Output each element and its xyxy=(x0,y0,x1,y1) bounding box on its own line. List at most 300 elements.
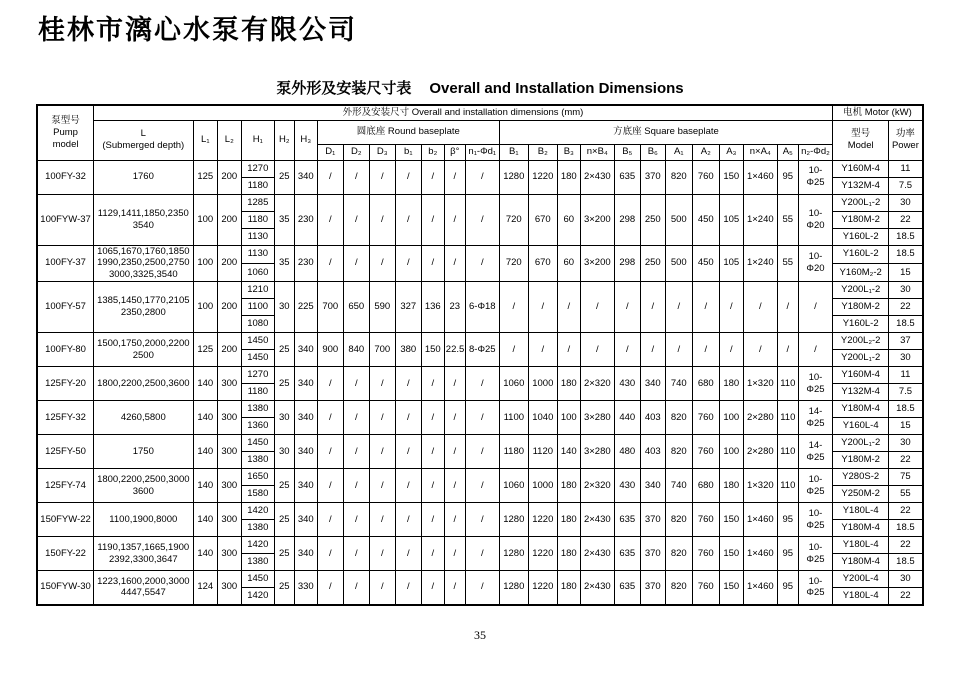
square-col-11-cell: 10-Φ25 xyxy=(798,537,832,571)
h3-cell: 340 xyxy=(294,333,317,367)
round-col-1-cell: / xyxy=(343,367,369,401)
square-col-9-cell: 1×240 xyxy=(743,194,777,245)
motor-power-cell: 22 xyxy=(889,211,923,228)
header-motor-power: 功率 Power xyxy=(889,120,923,160)
square-col-8-cell: 150 xyxy=(719,537,743,571)
submerged-depth-cell: 1190,1357,1665,1900 2392,3300,3647 xyxy=(93,537,193,571)
round-col-5-cell: / xyxy=(444,194,465,245)
l1-cell: 140 xyxy=(193,401,217,435)
square-col-3-cell: / xyxy=(580,282,614,333)
square-col-10-cell: / xyxy=(777,282,798,333)
submerged-depth-cell: 1385,1450,1770,2105 2350,2800 xyxy=(93,282,193,333)
pump-model-cell: 125FY-32 xyxy=(37,401,93,435)
square-col-9-cell: 1×460 xyxy=(743,571,777,605)
square-col-1-cell: / xyxy=(528,333,557,367)
dimensions-table xyxy=(36,104,923,606)
round-col-1-cell: / xyxy=(343,469,369,503)
table-title-en: Overall and Installation Dimensions xyxy=(429,80,684,97)
l1-cell: 100 xyxy=(193,245,217,282)
round-col-5-cell: / xyxy=(444,435,465,469)
square-col-5-cell: 370 xyxy=(640,571,665,605)
motor-model-cell: Y160L-2 xyxy=(833,228,889,245)
square-col-5-cell: 370 xyxy=(640,503,665,537)
square-col-5-cell: 340 xyxy=(640,367,665,401)
square-col-10-cell: 110 xyxy=(777,435,798,469)
h3-cell: 340 xyxy=(294,160,317,194)
square-col-6-cell: 820 xyxy=(665,160,692,194)
square-col-9-cell: / xyxy=(743,282,777,333)
motor-model-cell: Y160L-2 xyxy=(833,316,889,333)
round-col-6-cell: / xyxy=(465,245,499,282)
square-col-6-cell: 820 xyxy=(665,537,692,571)
table-row xyxy=(37,537,922,554)
h1-cell: 1210 xyxy=(241,282,274,299)
pump-model-cell: 100FY-57 xyxy=(37,282,93,333)
header-square-b6: B₆ xyxy=(640,144,665,160)
table-row xyxy=(37,160,922,177)
square-col-9-cell: 1×460 xyxy=(743,160,777,194)
header-square-a5: A₅ xyxy=(777,144,798,160)
round-col-0-cell: 900 xyxy=(317,333,343,367)
square-col-0-cell: 1280 xyxy=(499,571,528,605)
round-col-5-cell: / xyxy=(444,401,465,435)
round-col-3-cell: 327 xyxy=(395,282,421,333)
round-col-3-cell: / xyxy=(395,469,421,503)
square-col-11-cell: / xyxy=(798,333,832,367)
square-col-3-cell: 3×280 xyxy=(580,401,614,435)
round-col-3-cell: / xyxy=(395,571,421,605)
motor-power-cell: 30 xyxy=(889,571,923,588)
round-col-3-cell: / xyxy=(395,194,421,245)
square-col-8-cell: 150 xyxy=(719,571,743,605)
l2-cell: 200 xyxy=(217,160,241,194)
round-col-1-cell: / xyxy=(343,537,369,571)
header-square-a1: A₁ xyxy=(665,144,692,160)
round-col-1-cell: 650 xyxy=(343,282,369,333)
round-col-5-cell: / xyxy=(444,503,465,537)
round-col-4-cell: 136 xyxy=(421,282,444,333)
submerged-depth-cell: 1500,1750,2000,2200 2500 xyxy=(93,333,193,367)
motor-model-cell: Y132M-4 xyxy=(833,384,889,401)
motor-power-cell: 11 xyxy=(889,367,923,384)
square-col-0-cell: 1100 xyxy=(499,401,528,435)
motor-power-cell: 18.5 xyxy=(889,520,923,537)
header-pump-model: 泵型号 Pump model xyxy=(37,105,93,160)
l2-cell: 300 xyxy=(217,367,241,401)
square-col-0-cell: 720 xyxy=(499,245,528,282)
h1-cell: 1270 xyxy=(241,160,274,177)
table-row xyxy=(37,282,922,299)
square-col-1-cell: 1040 xyxy=(528,401,557,435)
motor-power-cell: 37 xyxy=(889,333,923,350)
round-col-4-cell: / xyxy=(421,435,444,469)
h2-cell: 30 xyxy=(274,401,294,435)
motor-power-cell: 30 xyxy=(889,194,923,211)
header-square-b5: B₅ xyxy=(614,144,640,160)
h3-cell: 340 xyxy=(294,503,317,537)
square-col-6-cell: 820 xyxy=(665,503,692,537)
header-h2: H₂ xyxy=(274,120,294,160)
motor-model-cell: Y200L₁-2 xyxy=(833,194,889,211)
l2-cell: 300 xyxy=(217,469,241,503)
header-square-b2: B₂ xyxy=(528,144,557,160)
square-col-4-cell: 480 xyxy=(614,435,640,469)
pump-model-cell: 150FYW-30 xyxy=(37,571,93,605)
motor-power-cell: 15 xyxy=(889,263,923,281)
motor-power-cell: 18.5 xyxy=(889,401,923,418)
h3-cell: 230 xyxy=(294,194,317,245)
table-row xyxy=(37,469,922,486)
h1-cell: 1080 xyxy=(241,316,274,333)
header-round-b1: b₁ xyxy=(395,144,421,160)
square-col-0-cell: / xyxy=(499,333,528,367)
header-round-baseplate-group: 圆底座 Round baseplate xyxy=(317,120,499,144)
h1-cell: 1130 xyxy=(241,245,274,263)
round-col-3-cell: / xyxy=(395,367,421,401)
square-col-9-cell: 1×320 xyxy=(743,367,777,401)
h1-cell: 1650 xyxy=(241,469,274,486)
round-col-5-cell: / xyxy=(444,537,465,571)
square-col-7-cell: / xyxy=(692,282,719,333)
motor-model-cell: Y200L-4 xyxy=(833,571,889,588)
square-col-10-cell: 95 xyxy=(777,503,798,537)
square-col-4-cell: 430 xyxy=(614,469,640,503)
header-h1: H₁ xyxy=(241,120,274,160)
square-col-9-cell: 1×460 xyxy=(743,537,777,571)
square-col-1-cell: / xyxy=(528,282,557,333)
square-col-5-cell: / xyxy=(640,333,665,367)
square-col-11-cell: 10-Φ25 xyxy=(798,469,832,503)
round-col-6-cell: / xyxy=(465,160,499,194)
round-col-4-cell: / xyxy=(421,245,444,282)
submerged-depth-cell: 1223,1600,2000,3000 4447,5547 xyxy=(93,571,193,605)
square-col-3-cell: 2×320 xyxy=(580,469,614,503)
h3-cell: 225 xyxy=(294,282,317,333)
square-col-5-cell: 250 xyxy=(640,194,665,245)
table-row xyxy=(37,401,922,418)
round-col-2-cell: / xyxy=(369,503,395,537)
square-col-1-cell: 1220 xyxy=(528,537,557,571)
round-col-4-cell: / xyxy=(421,367,444,401)
square-col-7-cell: 760 xyxy=(692,537,719,571)
square-col-7-cell: 450 xyxy=(692,194,719,245)
square-col-11-cell: 10-Φ25 xyxy=(798,367,832,401)
square-col-10-cell: 95 xyxy=(777,537,798,571)
round-col-5-cell: / xyxy=(444,245,465,282)
square-col-9-cell: 1×240 xyxy=(743,245,777,282)
square-col-3-cell: 2×430 xyxy=(580,160,614,194)
motor-power-cell: 22 xyxy=(889,537,923,554)
square-col-10-cell: 95 xyxy=(777,571,798,605)
header-l2: L₂ xyxy=(217,120,241,160)
square-col-8-cell: 105 xyxy=(719,245,743,282)
h3-cell: 340 xyxy=(294,469,317,503)
h1-cell: 1180 xyxy=(241,177,274,194)
round-col-3-cell: / xyxy=(395,503,421,537)
h3-cell: 340 xyxy=(294,401,317,435)
square-col-7-cell: 680 xyxy=(692,469,719,503)
square-col-4-cell: / xyxy=(614,333,640,367)
square-col-9-cell: 1×320 xyxy=(743,469,777,503)
header-square-nb4: n×B₄ xyxy=(580,144,614,160)
square-col-6-cell: 740 xyxy=(665,367,692,401)
round-col-4-cell: / xyxy=(421,537,444,571)
square-col-6-cell: / xyxy=(665,282,692,333)
round-col-4-cell: / xyxy=(421,194,444,245)
round-col-5-cell: 23 xyxy=(444,282,465,333)
motor-power-cell: 30 xyxy=(889,350,923,367)
header-square-b3: B₃ xyxy=(557,144,580,160)
round-col-2-cell: 700 xyxy=(369,333,395,367)
h1-cell: 1180 xyxy=(241,384,274,401)
square-col-1-cell: 670 xyxy=(528,245,557,282)
table-row xyxy=(37,333,922,350)
round-col-5-cell: / xyxy=(444,571,465,605)
h3-cell: 340 xyxy=(294,367,317,401)
h1-cell: 1100 xyxy=(241,299,274,316)
motor-power-cell: 22 xyxy=(889,503,923,520)
table-row xyxy=(37,571,922,588)
round-col-2-cell: / xyxy=(369,245,395,282)
motor-power-cell: 22 xyxy=(889,452,923,469)
round-col-2-cell: / xyxy=(369,435,395,469)
round-col-4-cell: 150 xyxy=(421,333,444,367)
l1-cell: 125 xyxy=(193,160,217,194)
pump-model-cell: 100FY-32 xyxy=(37,160,93,194)
round-col-6-cell: / xyxy=(465,571,499,605)
l2-cell: 300 xyxy=(217,503,241,537)
square-col-5-cell: 403 xyxy=(640,435,665,469)
l1-cell: 140 xyxy=(193,503,217,537)
submerged-depth-cell: 1800,2200,2500,3600 xyxy=(93,367,193,401)
h1-cell: 1420 xyxy=(241,537,274,554)
motor-model-cell: Y160M-4 xyxy=(833,367,889,384)
l2-cell: 200 xyxy=(217,245,241,282)
motor-power-cell: 55 xyxy=(889,486,923,503)
round-col-1-cell: / xyxy=(343,160,369,194)
round-col-1-cell: / xyxy=(343,435,369,469)
pump-model-cell: 125FY-74 xyxy=(37,469,93,503)
header-motor-group: 电机 Motor (kW) xyxy=(833,105,923,120)
square-col-2-cell: / xyxy=(557,333,580,367)
round-col-0-cell: / xyxy=(317,537,343,571)
square-col-0-cell: 720 xyxy=(499,194,528,245)
l2-cell: 300 xyxy=(217,401,241,435)
square-col-9-cell: 2×280 xyxy=(743,435,777,469)
square-col-2-cell: 180 xyxy=(557,469,580,503)
table-row xyxy=(37,245,922,263)
submerged-depth-cell: 1760 xyxy=(93,160,193,194)
motor-model-cell: Y180M-2 xyxy=(833,299,889,316)
square-col-2-cell: 180 xyxy=(557,537,580,571)
square-col-1-cell: 1220 xyxy=(528,571,557,605)
square-col-3-cell: / xyxy=(580,333,614,367)
l1-cell: 140 xyxy=(193,367,217,401)
round-col-4-cell: / xyxy=(421,503,444,537)
square-col-8-cell: 180 xyxy=(719,469,743,503)
h3-cell: 340 xyxy=(294,435,317,469)
round-col-4-cell: / xyxy=(421,160,444,194)
header-square-a2: A₂ xyxy=(692,144,719,160)
h1-cell: 1270 xyxy=(241,367,274,384)
motor-model-cell: Y160M₂-2 xyxy=(833,263,889,281)
round-col-0-cell: / xyxy=(317,401,343,435)
table-title xyxy=(0,77,960,98)
pump-model-cell: 125FY-20 xyxy=(37,367,93,401)
square-col-4-cell: 298 xyxy=(614,194,640,245)
square-col-5-cell: 403 xyxy=(640,401,665,435)
square-col-4-cell: 635 xyxy=(614,537,640,571)
square-col-8-cell: 150 xyxy=(719,160,743,194)
h3-cell: 340 xyxy=(294,537,317,571)
square-col-7-cell: / xyxy=(692,333,719,367)
round-col-0-cell: / xyxy=(317,469,343,503)
h2-cell: 30 xyxy=(274,435,294,469)
square-col-8-cell: 100 xyxy=(719,401,743,435)
round-col-6-cell: / xyxy=(465,367,499,401)
round-col-3-cell: / xyxy=(395,435,421,469)
h2-cell: 25 xyxy=(274,571,294,605)
square-col-1-cell: 1220 xyxy=(528,160,557,194)
square-col-2-cell: 140 xyxy=(557,435,580,469)
pump-model-cell: 100FY-37 xyxy=(37,245,93,282)
round-col-3-cell: / xyxy=(395,160,421,194)
round-col-3-cell: / xyxy=(395,537,421,571)
square-col-3-cell: 2×430 xyxy=(580,571,614,605)
round-col-3-cell: / xyxy=(395,401,421,435)
square-col-8-cell: 150 xyxy=(719,503,743,537)
submerged-depth-cell: 1800,2200,2500,3000 3600 xyxy=(93,469,193,503)
square-col-8-cell: 180 xyxy=(719,367,743,401)
motor-power-cell: 7.5 xyxy=(889,177,923,194)
motor-model-cell: Y180L-4 xyxy=(833,537,889,554)
header-dimensions-group: 外形及安装尺寸 Overall and installation dimensions (mm) xyxy=(93,105,832,120)
square-col-3-cell: 2×430 xyxy=(580,503,614,537)
round-col-2-cell: / xyxy=(369,537,395,571)
round-col-2-cell: / xyxy=(369,367,395,401)
header-motor-model: 型号 Model xyxy=(833,120,889,160)
square-col-3-cell: 2×320 xyxy=(580,367,614,401)
header-round-d3: D₃ xyxy=(369,144,395,160)
round-col-2-cell: / xyxy=(369,571,395,605)
square-col-0-cell: 1280 xyxy=(499,537,528,571)
motor-model-cell: Y180M-4 xyxy=(833,520,889,537)
h1-cell: 1380 xyxy=(241,520,274,537)
round-col-2-cell: / xyxy=(369,160,395,194)
square-col-0-cell: 1060 xyxy=(499,469,528,503)
h1-cell: 1450 xyxy=(241,571,274,588)
submerged-depth-cell: 1750 xyxy=(93,435,193,469)
motor-model-cell: Y200L₂-2 xyxy=(833,333,889,350)
h2-cell: 25 xyxy=(274,469,294,503)
l1-cell: 100 xyxy=(193,282,217,333)
square-col-11-cell: 10-Φ20 xyxy=(798,245,832,282)
h1-cell: 1420 xyxy=(241,588,274,605)
header-round-b2: b₂ xyxy=(421,144,444,160)
h1-cell: 1380 xyxy=(241,401,274,418)
square-col-2-cell: 180 xyxy=(557,367,580,401)
h1-cell: 1060 xyxy=(241,263,274,281)
round-col-6-cell: / xyxy=(465,194,499,245)
square-col-6-cell: / xyxy=(665,333,692,367)
l2-cell: 200 xyxy=(217,194,241,245)
square-col-3-cell: 3×280 xyxy=(580,435,614,469)
round-col-0-cell: / xyxy=(317,367,343,401)
round-col-4-cell: / xyxy=(421,469,444,503)
round-col-0-cell: / xyxy=(317,245,343,282)
table-row xyxy=(37,194,922,211)
round-col-2-cell: / xyxy=(369,194,395,245)
round-col-1-cell: / xyxy=(343,401,369,435)
square-col-8-cell: 100 xyxy=(719,435,743,469)
square-col-10-cell: / xyxy=(777,333,798,367)
square-col-1-cell: 1220 xyxy=(528,503,557,537)
header-round-n1d1: n₁-Φd₁ xyxy=(465,144,499,160)
square-col-7-cell: 760 xyxy=(692,571,719,605)
square-col-7-cell: 760 xyxy=(692,435,719,469)
square-col-4-cell: 635 xyxy=(614,571,640,605)
motor-model-cell: Y160M-4 xyxy=(833,160,889,177)
round-col-5-cell: / xyxy=(444,367,465,401)
h1-cell: 1380 xyxy=(241,452,274,469)
l2-cell: 300 xyxy=(217,435,241,469)
motor-power-cell: 18.5 xyxy=(889,554,923,571)
header-square-a3: A₃ xyxy=(719,144,743,160)
square-col-4-cell: 635 xyxy=(614,503,640,537)
table-row xyxy=(37,503,922,520)
motor-power-cell: 30 xyxy=(889,435,923,452)
header-submerged-depth: L (Submerged depth) xyxy=(93,120,193,160)
square-col-7-cell: 760 xyxy=(692,503,719,537)
square-col-10-cell: 55 xyxy=(777,194,798,245)
l1-cell: 140 xyxy=(193,435,217,469)
square-col-2-cell: 60 xyxy=(557,245,580,282)
motor-model-cell: Y180M-2 xyxy=(833,452,889,469)
round-col-3-cell: 380 xyxy=(395,333,421,367)
square-col-5-cell: 340 xyxy=(640,469,665,503)
round-col-0-cell: 700 xyxy=(317,282,343,333)
l1-cell: 140 xyxy=(193,469,217,503)
table-title-zh: 泵外形及安装尺寸表 xyxy=(276,80,412,97)
round-col-2-cell: 590 xyxy=(369,282,395,333)
pump-model-cell: 100FYW-37 xyxy=(37,194,93,245)
h2-cell: 25 xyxy=(274,537,294,571)
h1-cell: 1180 xyxy=(241,211,274,228)
h1-cell: 1450 xyxy=(241,435,274,452)
motor-power-cell: 22 xyxy=(889,588,923,605)
square-col-2-cell: / xyxy=(557,282,580,333)
square-col-6-cell: 740 xyxy=(665,469,692,503)
motor-power-cell: 15 xyxy=(889,418,923,435)
round-col-6-cell: 6-Φ18 xyxy=(465,282,499,333)
square-col-4-cell: 298 xyxy=(614,245,640,282)
round-col-6-cell: 8-Φ25 xyxy=(465,333,499,367)
round-col-1-cell: 840 xyxy=(343,333,369,367)
header-round-d2: D₂ xyxy=(343,144,369,160)
header-square-b1: B₁ xyxy=(499,144,528,160)
square-col-6-cell: 500 xyxy=(665,245,692,282)
round-col-6-cell: / xyxy=(465,469,499,503)
company-title: 桂林市漓心水泵有限公司 xyxy=(38,15,357,45)
motor-model-cell: Y200L₁-2 xyxy=(833,350,889,367)
header-square-na4: n×A₄ xyxy=(743,144,777,160)
square-col-0-cell: 1060 xyxy=(499,367,528,401)
square-col-3-cell: 3×200 xyxy=(580,245,614,282)
square-col-1-cell: 670 xyxy=(528,194,557,245)
square-col-0-cell: 1280 xyxy=(499,160,528,194)
square-col-11-cell: / xyxy=(798,282,832,333)
motor-power-cell: 18.5 xyxy=(889,228,923,245)
